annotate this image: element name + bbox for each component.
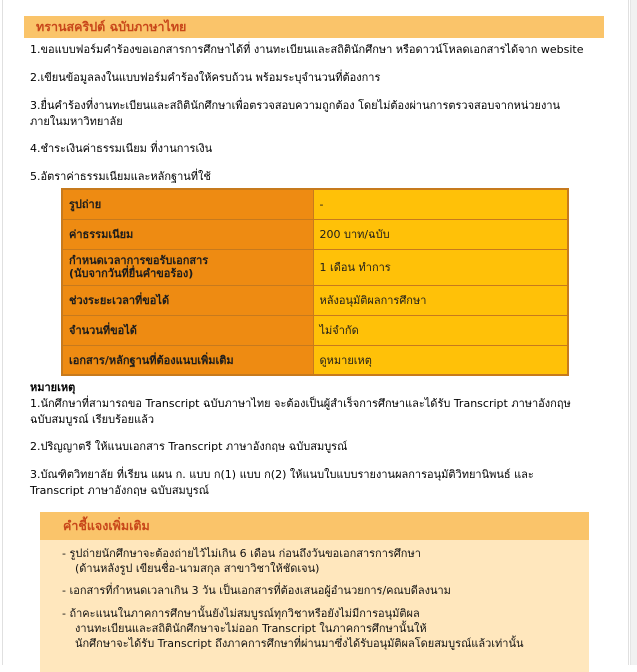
row-label-line-2: (นับจากวันที่ยื่นคำขอร้อง)	[69, 267, 194, 280]
vertical-scrollbar[interactable]	[630, 0, 637, 665]
info-box	[40, 512, 589, 672]
table-row	[62, 249, 568, 285]
step-2: 2.เขียนข้อมูลลงในแบบฟอร์มคำร้องให้ครบถ้วน พร้อมระบุจำนวนที่ต้องการ	[30, 71, 381, 84]
row-label: ช่วงระยะเวลาที่ขอได้	[62, 285, 313, 315]
step-1: 1.ขอแบบฟอร์มคำร้องขอเอกสารการศึกษาได้ที่ งานทะเบียนและสถิตินักศึกษา หรือดาวน์โหลดเอกสารได้จาก website	[30, 43, 584, 56]
row-value: ดูหมายเหตุ	[313, 345, 568, 375]
info-line: - รูปถ่ายนักศึกษาจะต้องถ่ายไว้ไม่เกิน 6 เดือน ก่อนถึงวันขอเอกสารการศึกษา	[62, 547, 421, 560]
row-label: ค่าธรรมเนียม	[62, 219, 313, 249]
table-row	[62, 285, 568, 315]
row-value: -	[313, 189, 568, 219]
table-row	[62, 189, 568, 219]
row-value: 200 บาท/ฉบับ	[313, 219, 568, 249]
section-title: ทรานสคริปต์ ฉบับภาษาไทย	[24, 16, 604, 38]
info-line: - ถ้าคะแนนในภาคการศึกษานั้นยังไม่สมบูรณ์ทุกวิชาหรือยังไม่มีการอนุมัติผล	[62, 607, 420, 620]
row-label: จำนวนที่ขอได้	[62, 315, 313, 345]
notes-heading: หมายเหตุ	[30, 381, 76, 394]
table-row	[62, 315, 568, 345]
row-label: เอกสาร/หลักฐานที่ต้องแนบเพิ่มเติม	[62, 345, 313, 375]
row-value: หลังอนุมัติผลการศึกษา	[313, 285, 568, 315]
note-1: 1.นักศึกษาที่สามารถขอ Transcript ฉบับภาษาไทย จะต้องเป็นผู้สำเร็จการศึกษาและได้รับ Transcript ภาษาอังกฤษ	[30, 397, 571, 410]
info-box-title: คำชี้แจงเพิ่มเติม	[40, 512, 589, 540]
info-line: (ด้านหลังรูป เขียนชื่อ-นามสกุล สาขาวิชาให้ชัดเจน)	[75, 562, 320, 575]
note-3: 3.บัณฑิตวิทยาลัย ที่เรียน แผน ก. แบบ ก(1) แบบ ก(2) ให้แนบใบแบบรายงานผลการอนุมัติวิทยานิพนธ์ และ	[30, 468, 534, 481]
info-line: - เอกสารที่กำหนดเวลาเกิน 3 วัน เป็นเอกสารที่ต้องเสนอผู้อำนวยการ/คณบดีลงนาม	[62, 584, 451, 597]
row-label: รูปถ่าย	[62, 189, 313, 219]
step-5: 5.อัตราค่าธรรมเนียมและหลักฐานที่ใช้	[30, 170, 211, 183]
step-3-continued: ภายในมหาวิทยาลัย	[30, 115, 123, 128]
fee-table	[61, 188, 569, 376]
info-line: นักศึกษาจะได้รับ Transcript ถึงภาคการศึกษาที่ผ่านมาซึ่งได้รับอนุมัติผลโดยสมบูรณ์แล้วเท่านั้น	[75, 637, 524, 650]
step-3: 3.ยื่นคำร้องที่งานทะเบียนและสถิตินักศึกษาเพื่อตรวจสอบความถูกต้อง โดยไม่ต้องผ่านการตรวจสอบจากหน่วยงาน	[30, 99, 561, 112]
note-3-continued: Transcript ภาษาอังกฤษ ฉบับสมบูรณ์	[30, 484, 209, 497]
table-row	[62, 219, 568, 249]
row-value: ไม่จำกัด	[313, 315, 568, 345]
row-value: 1 เดือน ทำการ	[313, 249, 568, 285]
note-2: 2.ปริญญาตรี ให้แนบเอกสาร Transcript ภาษาอังกฤษ ฉบับสมบูรณ์	[30, 440, 348, 453]
step-4: 4.ชำระเงินค่าธรรมเนียม ที่งานการเงิน	[30, 142, 213, 155]
row-label	[62, 249, 313, 285]
info-line: งานทะเบียนและสถิตินักศึกษาจะไม่ออก Transcript ในภาคการศึกษานั้นให้	[75, 622, 427, 635]
table-row	[62, 345, 568, 375]
row-label-line-1: กำหนดเวลาการขอรับเอกสาร	[69, 254, 209, 267]
note-1-continued: ฉบับสมบูรณ์ เรียบร้อยแล้ว	[30, 413, 155, 426]
